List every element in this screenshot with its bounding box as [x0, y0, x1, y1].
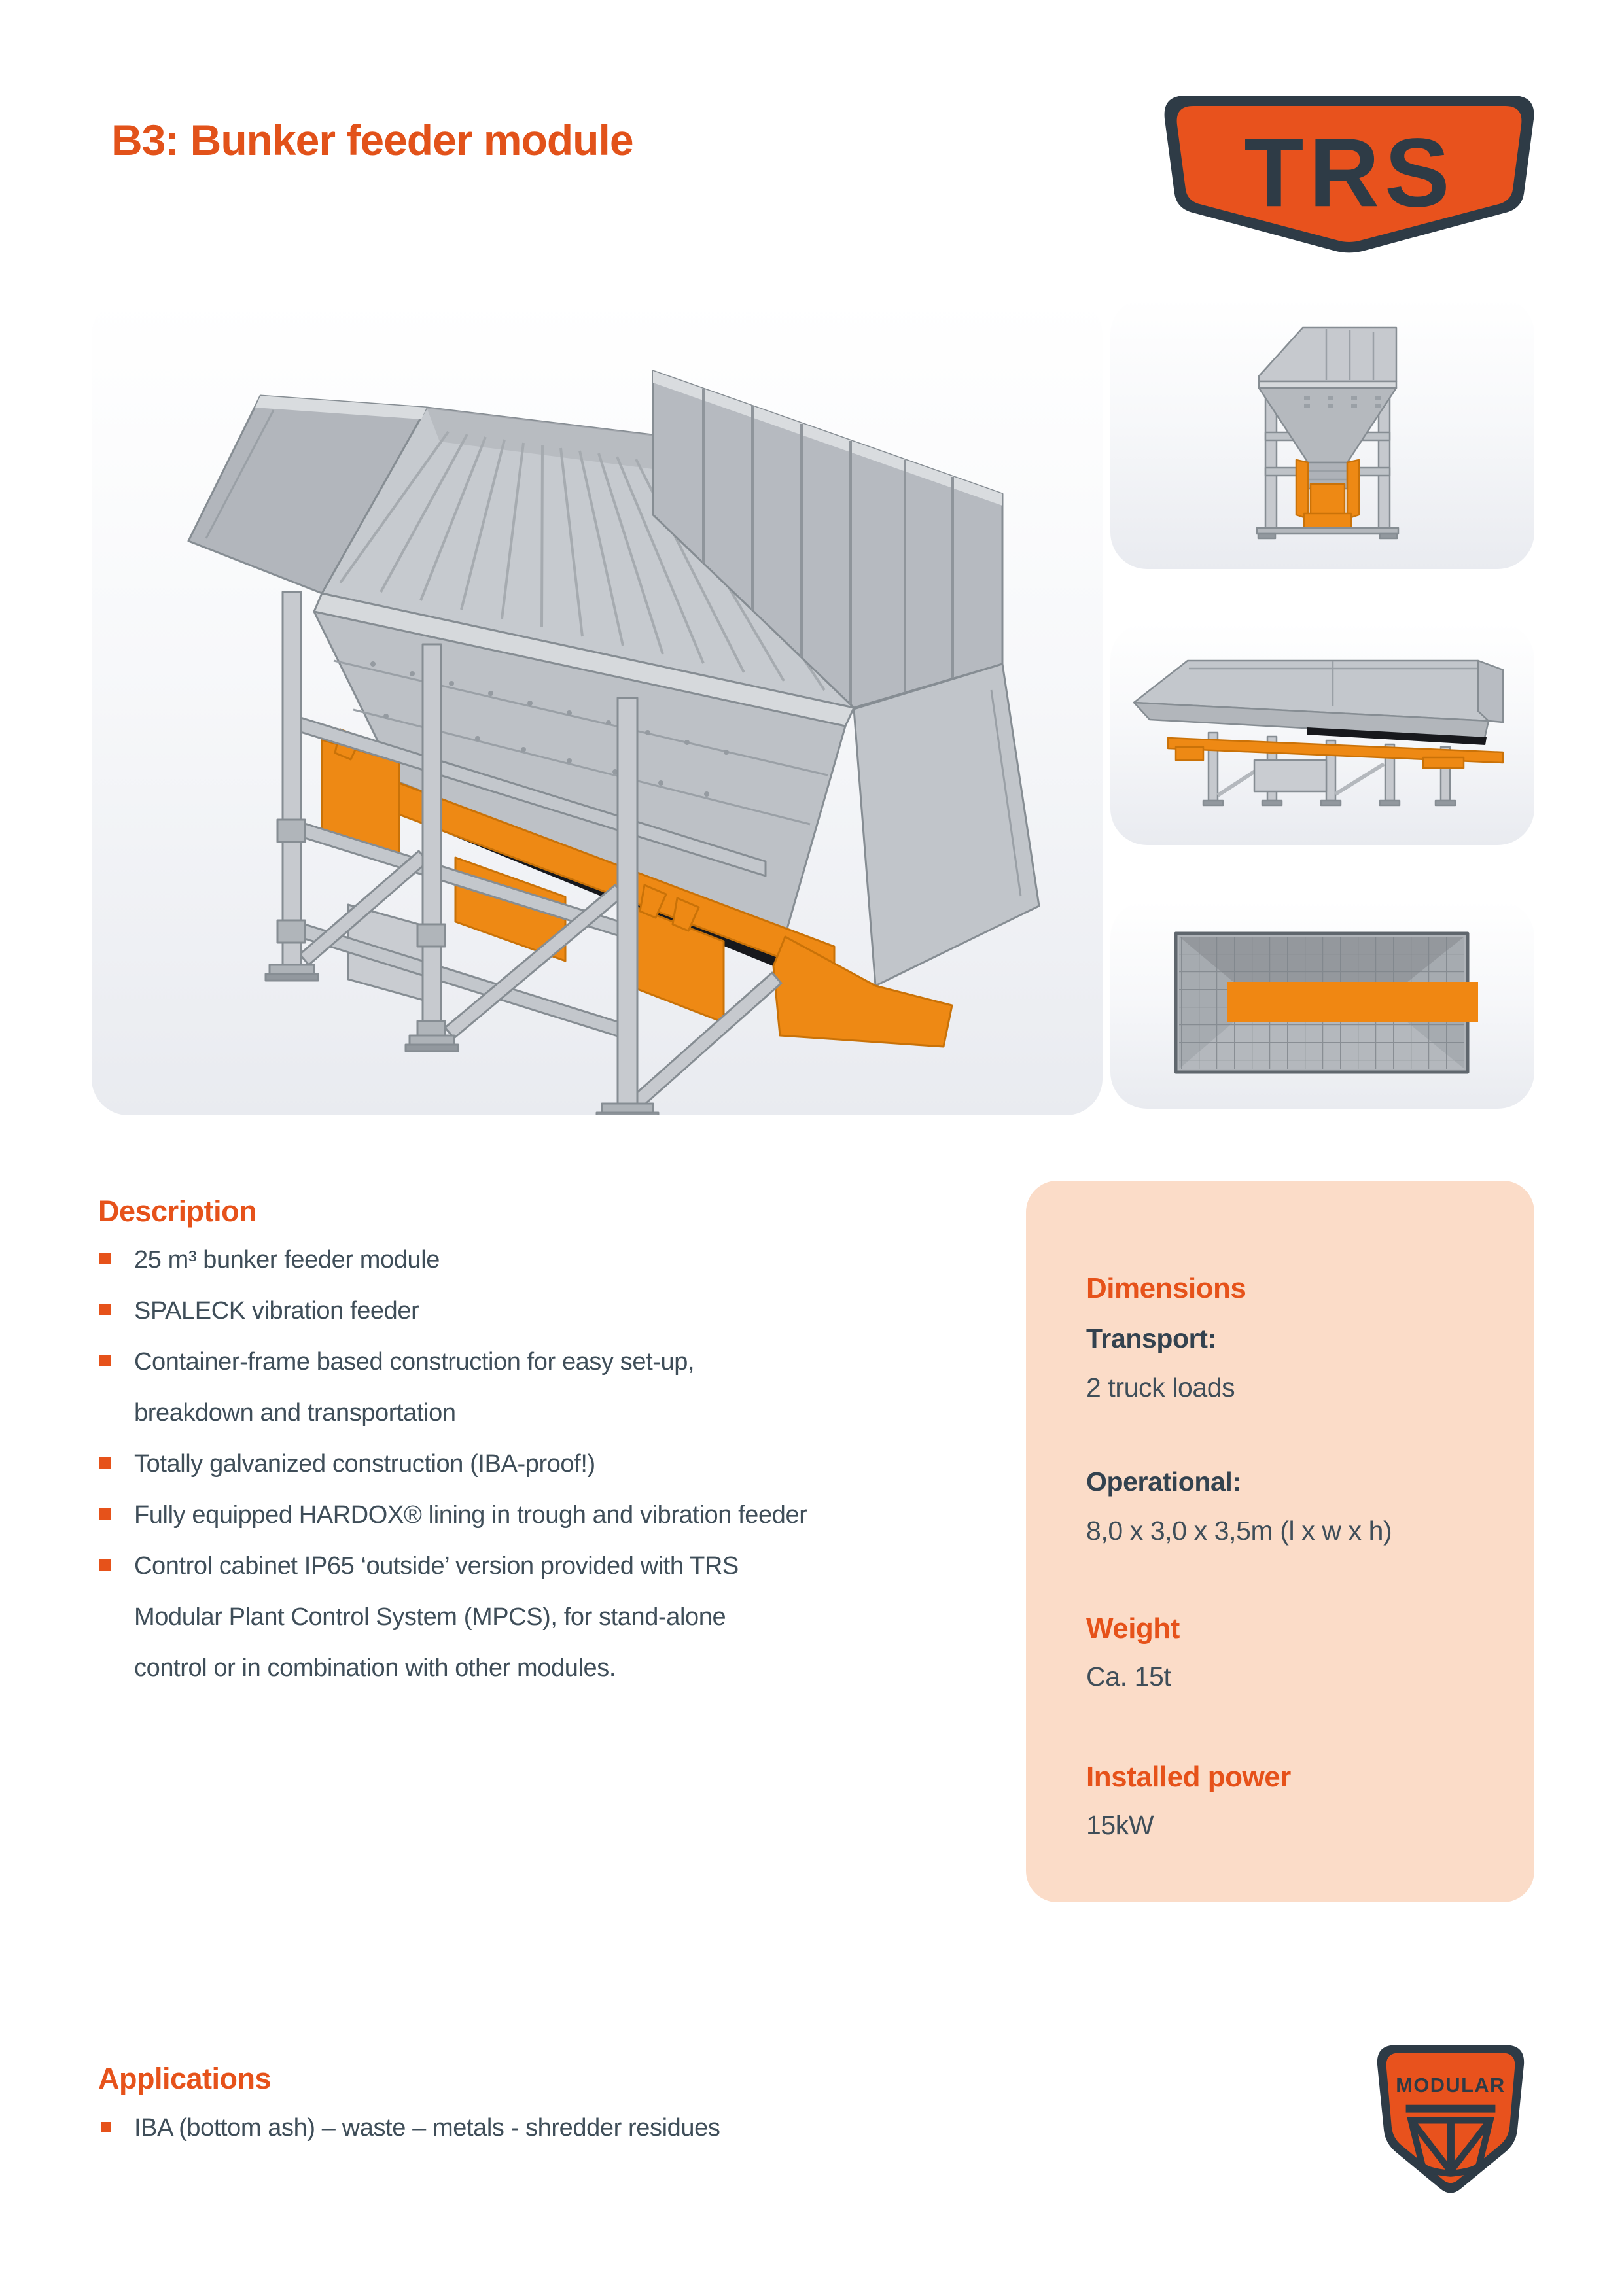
top-view-machine — [1176, 933, 1478, 1072]
description-item-continued: Modular Plant Control System (MPCS), for stand-alone — [134, 1603, 726, 1631]
product-side-view — [1110, 623, 1534, 845]
product-top-view — [1110, 901, 1534, 1109]
trs-logo-icon — [1162, 96, 1536, 255]
description-item-continued: breakdown and transportation — [134, 1399, 456, 1427]
description-heading: Description — [98, 1194, 257, 1228]
description-item: Fully equipped HARDOX® lining in trough and vibration feeder — [134, 1501, 807, 1529]
description-item-continued: control or in combination with other modules. — [134, 1654, 616, 1682]
front-view-machine — [1257, 328, 1398, 538]
applications-heading: Applications — [98, 2062, 272, 2095]
specs-operational-label: Operational: — [1086, 1467, 1241, 1497]
product-top-view-panel — [1110, 901, 1534, 1109]
side-view-machine — [1134, 661, 1503, 805]
product-iso-image-panel — [92, 298, 1103, 1115]
description-item: Container-frame based construction for easy set-up, — [134, 1348, 695, 1376]
specs-power-value: 15kW — [1086, 1810, 1154, 1840]
product-front-view-panel — [1110, 298, 1534, 569]
specs-weight-heading: Weight — [1086, 1612, 1180, 1644]
page-title: B3: Bunker feeder module — [111, 116, 633, 164]
specs-power-heading: Installed power — [1086, 1761, 1291, 1793]
specs-heading: Dimensions — [1086, 1272, 1246, 1304]
specs-transport-label: Transport: — [1086, 1323, 1216, 1353]
applications-item: IBA (bottom ash) – waste – metals - shredder residues — [134, 2114, 720, 2142]
specs-panel — [1026, 1181, 1534, 1902]
modular-badge-icon — [1376, 2045, 1525, 2198]
product-iso-image — [92, 298, 1103, 1115]
modular-badge-text: MODULAR — [1396, 2073, 1506, 2096]
side-view-cabinet — [1254, 760, 1326, 791]
description-item: SPALECK vibration feeder — [134, 1297, 419, 1325]
top-view-feeder-band — [1227, 982, 1478, 1022]
specs-weight-value: Ca. 15t — [1086, 1661, 1171, 1692]
description-item: Totally galvanized construction (IBA-proof!) — [134, 1450, 595, 1478]
product-front-view — [1110, 298, 1534, 569]
product-side-view-panel — [1110, 623, 1534, 845]
description-item: Control cabinet IP65 ‘outside’ version provided with TRS — [134, 1552, 739, 1580]
bunker-feeder-iso — [188, 371, 1039, 1115]
modular-badge — [1376, 2045, 1525, 2198]
trs-logo-text: TRS — [1244, 118, 1455, 228]
specs-transport-value: 2 truck loads — [1086, 1372, 1235, 1402]
description-item: 25 m³ bunker feeder module — [134, 1246, 440, 1274]
trs-logo — [1162, 96, 1536, 255]
specs-operational-value: 8,0 x 3,0 x 3,5m (l x w x h) — [1086, 1516, 1392, 1546]
